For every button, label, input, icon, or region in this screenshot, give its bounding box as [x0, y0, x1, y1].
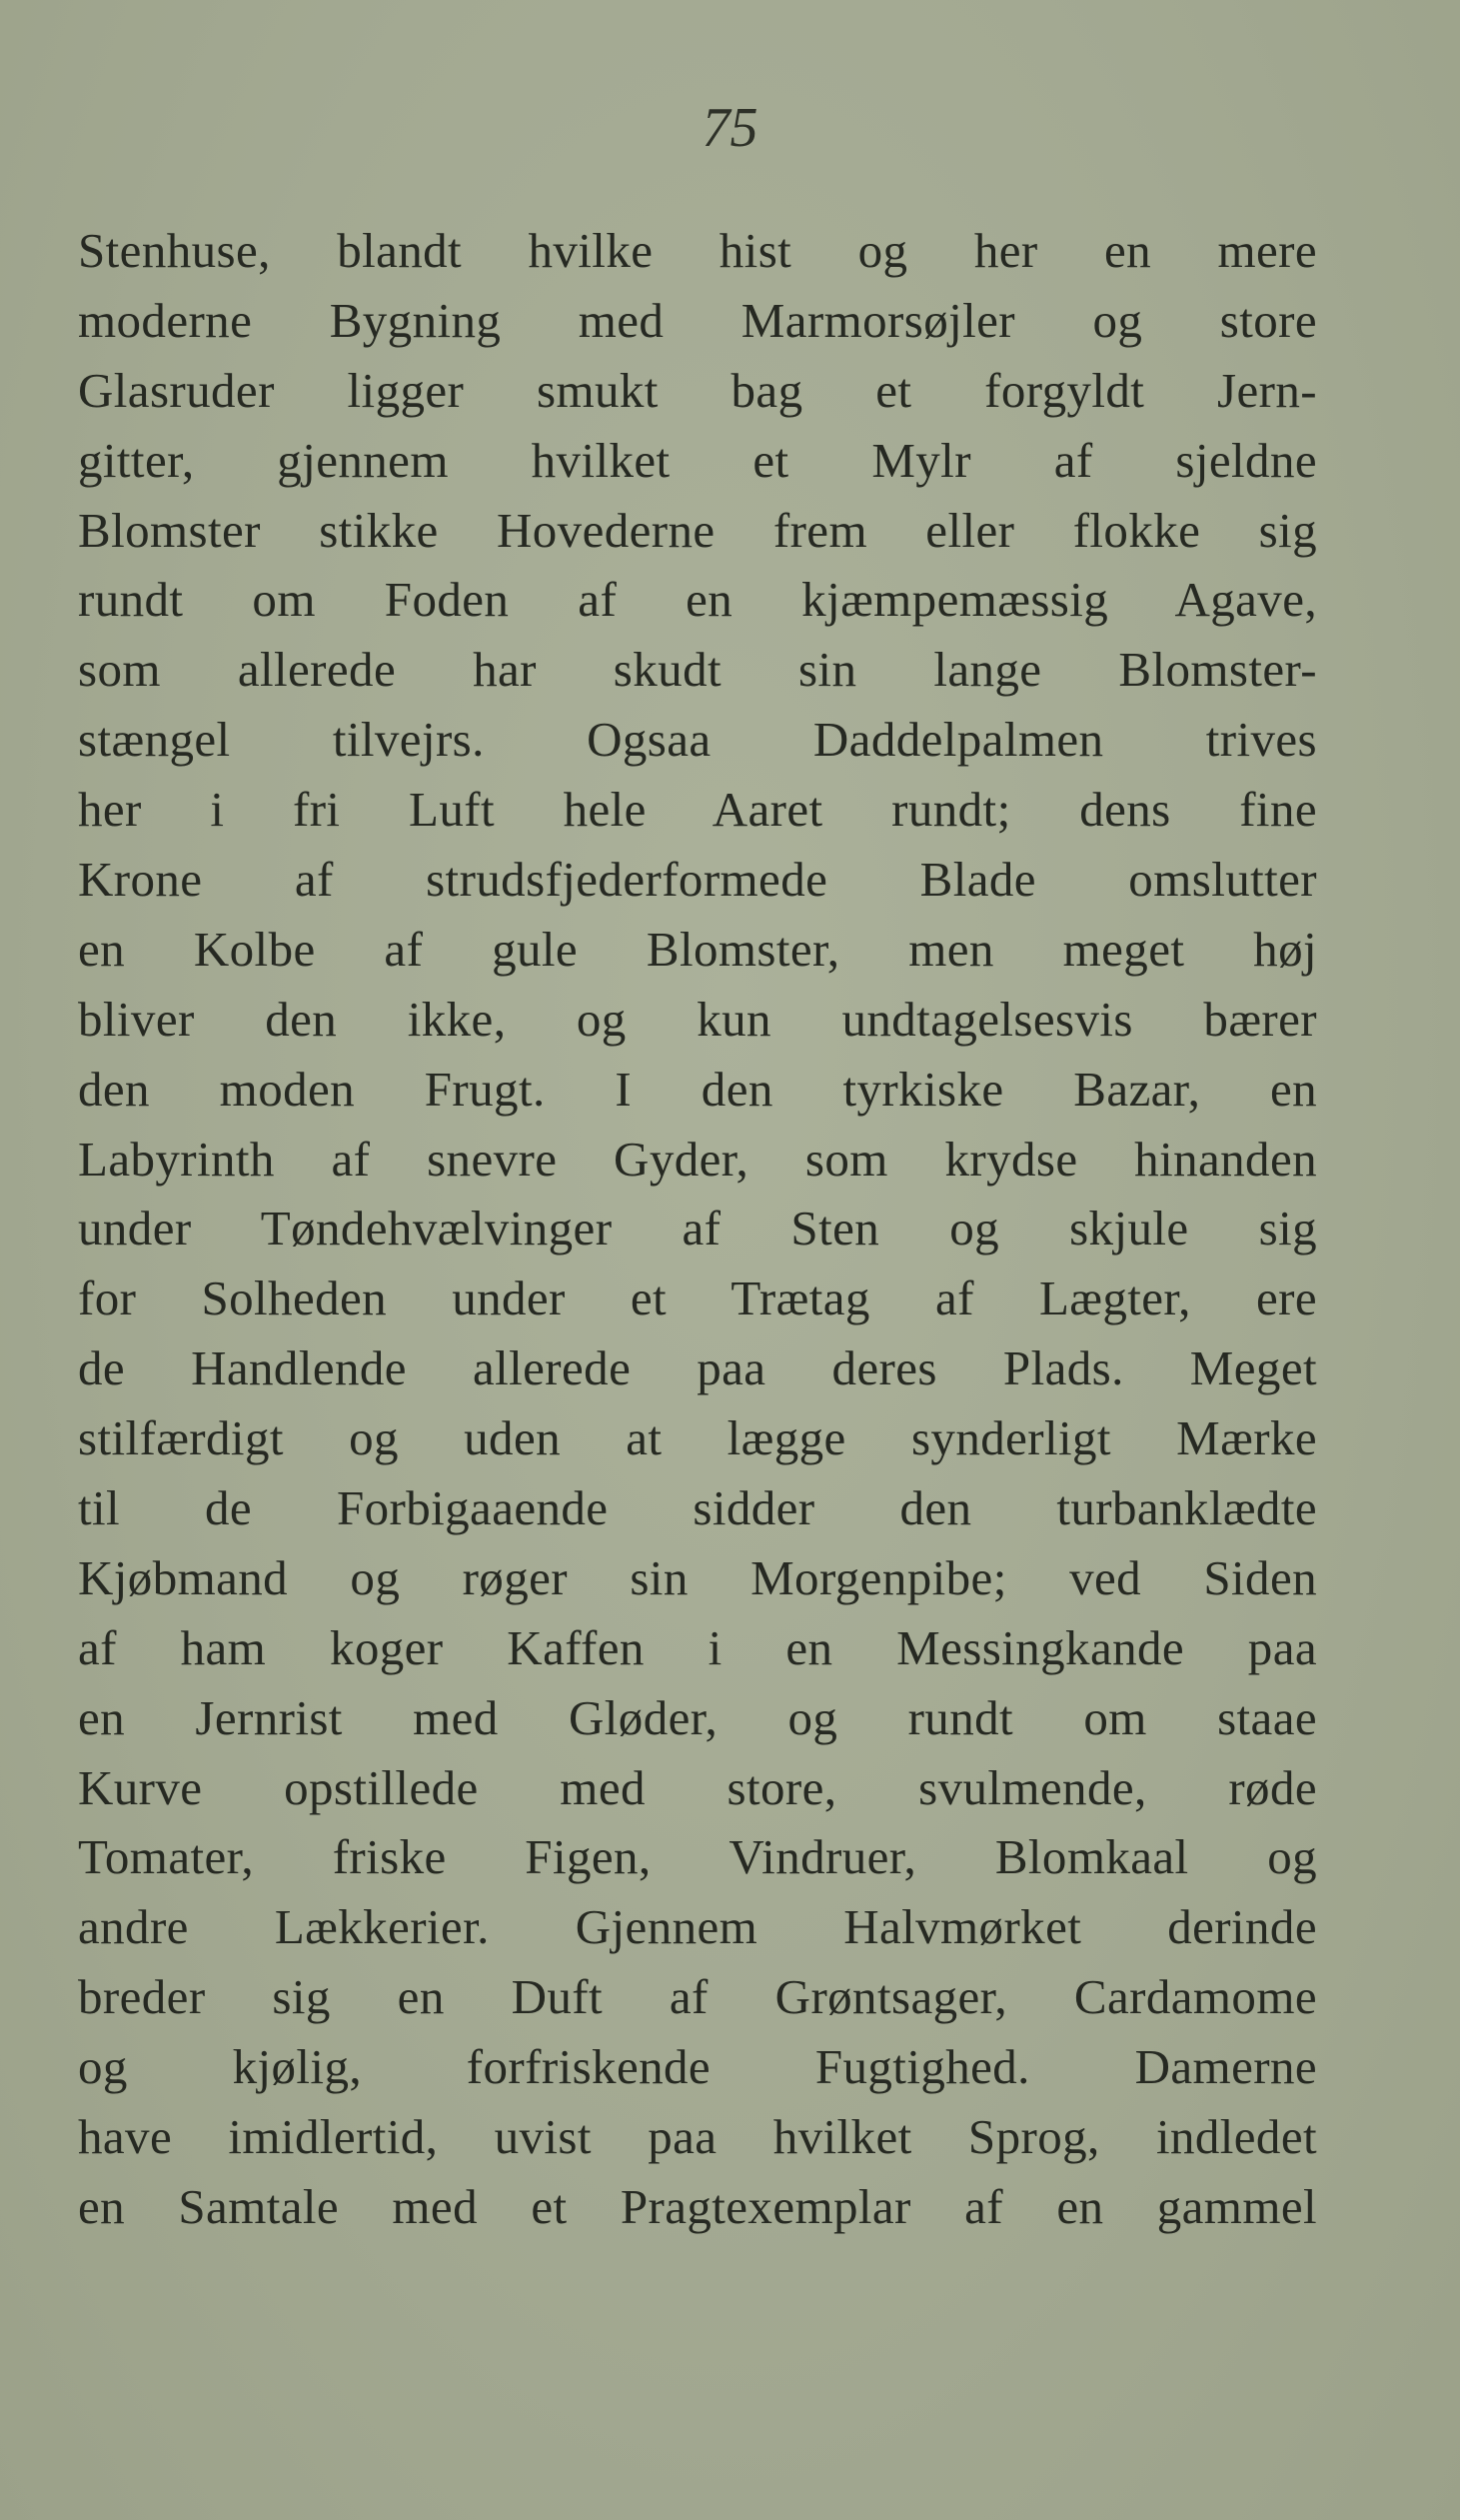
text-line: have imidlertid, uvist paa hvilket Sprog, indledet: [78, 2109, 1317, 2165]
text-line: moderne Bygning med Marmorsøjler og store: [78, 292, 1317, 348]
text-line: her i fri Luft hele Aaret rundt; dens fine: [78, 782, 1317, 838]
text-line: stilfærdigt og uden at lægge synderligt Mærke: [78, 1410, 1317, 1466]
page-number: 75: [702, 97, 758, 159]
text-line: rundt om Foden af en kjæmpemæssig Agave,: [78, 572, 1317, 628]
text-line: en Kolbe af gule Blomster, men meget høj: [78, 921, 1317, 977]
text-line: andre Lækkerier. Gjennem Halvmørket derinde: [78, 1899, 1317, 1955]
text-line: den moden Frugt. I den tyrkiske Bazar, en: [78, 1061, 1317, 1117]
text-line: Stenhuse, blandt hvilke hist og her en mere: [78, 223, 1317, 278]
text-line: for Solheden under et Trætag af Lægter, ere: [78, 1270, 1317, 1326]
text-line: Tomater, friske Figen, Vindruer, Blomkaal og: [78, 1829, 1317, 1885]
text-line: af ham koger Kaffen i en Messingkande paa: [78, 1619, 1317, 1675]
text-line: Krone af strudsfjederformede Blade omslutter: [78, 852, 1317, 908]
text-line: breder sig en Duft af Grøntsager, Cardamome: [78, 1969, 1317, 2025]
text-line: Kjøbmand og røger sin Morgenpibe; ved Siden: [78, 1549, 1317, 1605]
text-line: bliver den ikke, og kun undtagelsesvis bærer: [78, 991, 1317, 1047]
text-line: gitter, gjennem hvilket et Mylr af sjeldne: [78, 432, 1317, 488]
text-line: en Samtale med et Pragtexemplar af en gammel: [78, 2178, 1317, 2234]
text-line: en Jernrist med Gløder, og rundt om staae: [78, 1689, 1317, 1745]
text-line: Labyrinth af snevre Gyder, som krydse hinanden: [78, 1131, 1317, 1187]
text-line: som allerede har skudt sin lange Blomster-: [78, 642, 1317, 698]
text-line: og kjølig, forfriskende Fugtighed. Damerne: [78, 2039, 1317, 2095]
text-line: til de Forbigaaende sidder den turbanklædte: [78, 1480, 1317, 1536]
text-line: Blomster stikke Hovederne frem eller flokke sig: [78, 502, 1317, 558]
text-line: stængel tilvejrs. Ogsaa Daddelpalmen trives: [78, 712, 1317, 768]
text-line: Glasruder ligger smukt bag et forgyldt Jern-: [78, 362, 1317, 418]
text-line: under Tøndehvælvinger af Sten og skjule sig: [78, 1201, 1317, 1257]
text-line: Kurve opstillede med store, svulmende, røde: [78, 1759, 1317, 1815]
text-line: de Handlende allerede paa deres Plads. Meget: [78, 1340, 1317, 1396]
body-text: [78, 216, 1317, 2242]
